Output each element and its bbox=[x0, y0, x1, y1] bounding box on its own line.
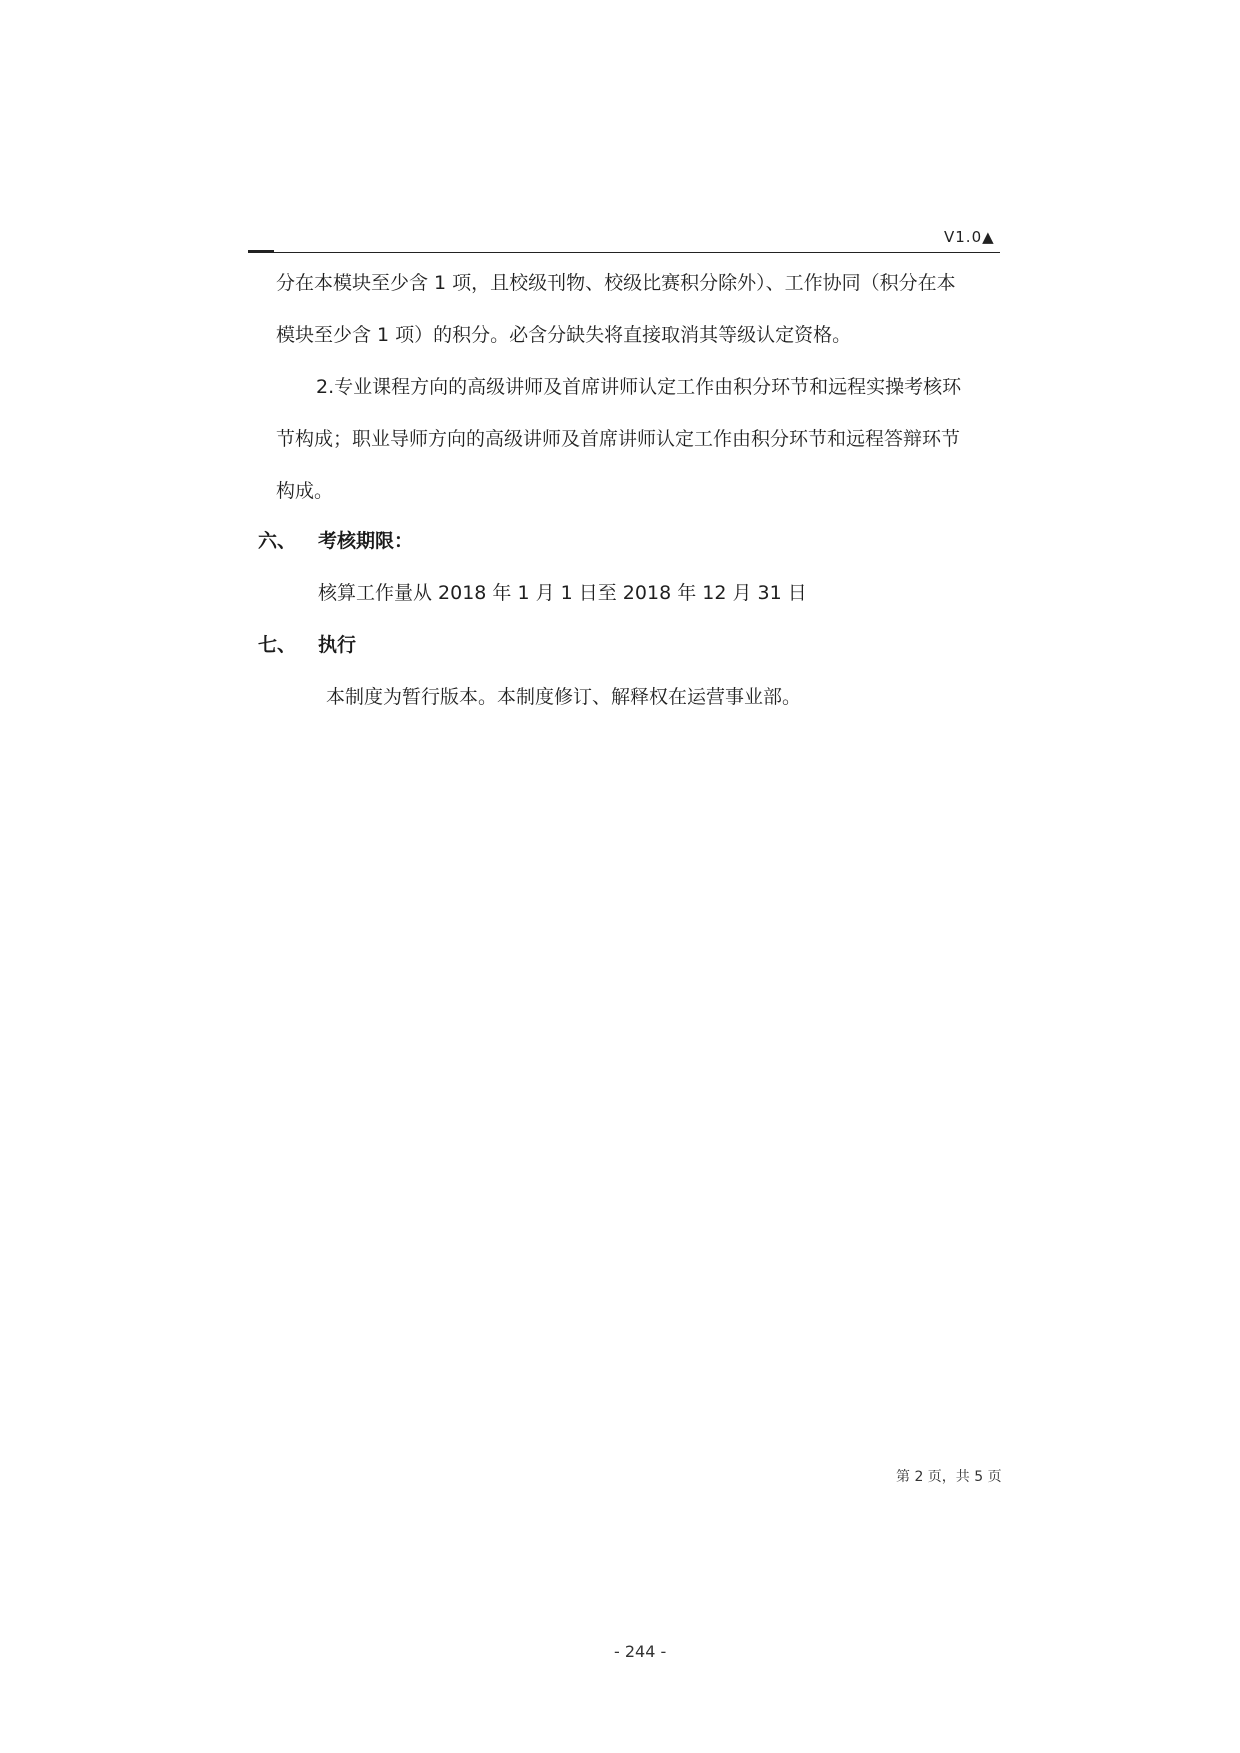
paragraph-2-line-2: 节构成；职业导师方向的高级讲师及首席讲师认定工作由积分环节和远程答辩环节 bbox=[276, 428, 961, 450]
paragraph-2-line-3: 构成。 bbox=[276, 480, 334, 502]
page-number: - 244 - bbox=[614, 1642, 667, 1661]
header-rule-accent bbox=[248, 250, 274, 252]
section-6-heading: 考核期限： bbox=[318, 530, 414, 552]
section-7-heading: 执行 bbox=[318, 634, 357, 656]
section-7-text: 本制度为暂行版本。本制度修订、解释权在运营事业部。 bbox=[326, 686, 802, 708]
paragraph-2-line-1: 2.专业课程方向的高级讲师及首席讲师认定工作由积分环节和远程实操考核环 bbox=[316, 376, 962, 398]
page-counter: 第 2 页，共 5 页 bbox=[896, 1469, 1002, 1485]
section-7-number: 七、 bbox=[258, 634, 297, 656]
section-6-text: 核算工作量从 2018 年 1 月 1 日至 2018 年 12 月 31 日 bbox=[318, 582, 807, 604]
header-rule bbox=[248, 252, 1000, 253]
paragraph-1-line-2: 模块至少含 1 项）的积分。必含分缺失将直接取消其等级认定资格。 bbox=[276, 324, 852, 346]
paragraph-1-line-1: 分在本模块至少含 1 项，且校级刊物、校级比赛积分除外）、工作协同（积分在本 bbox=[276, 272, 956, 294]
section-6-number: 六、 bbox=[258, 530, 297, 552]
version-label: V1.0▲ bbox=[944, 228, 995, 246]
